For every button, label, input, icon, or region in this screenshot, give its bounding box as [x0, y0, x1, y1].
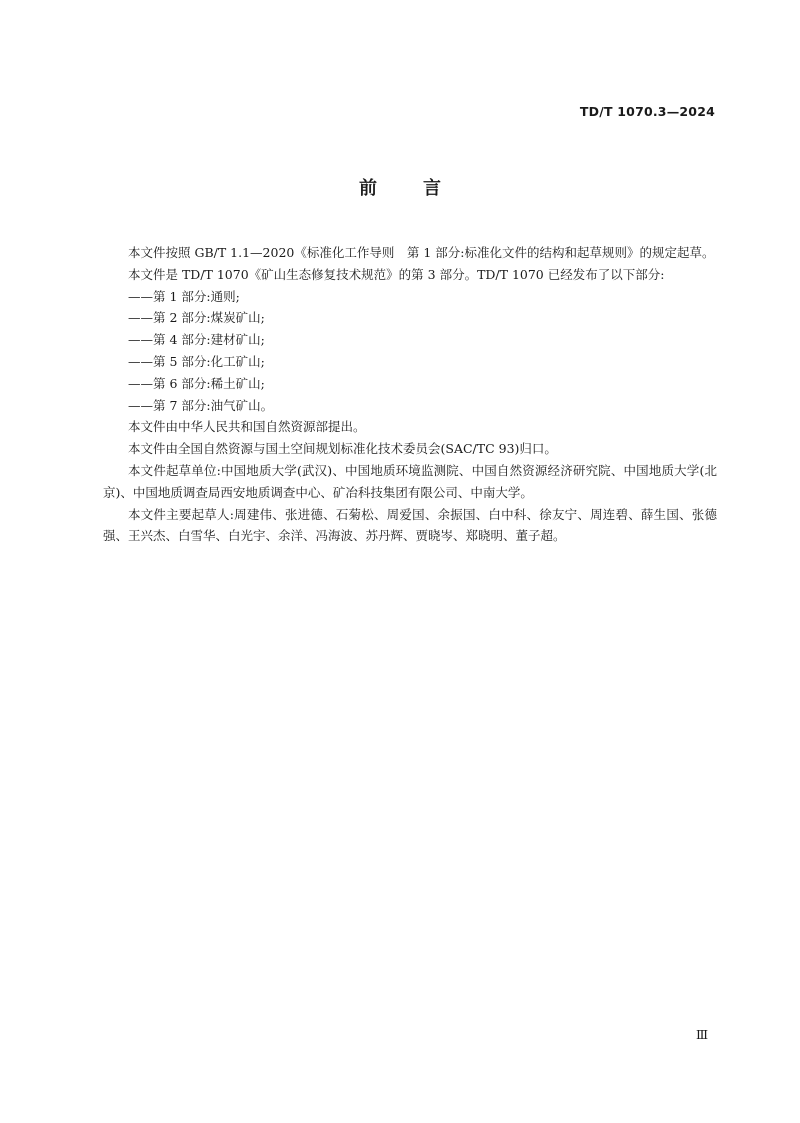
foreword-body: [103, 242, 717, 547]
list-item: ——第 5 部分:化工矿山;: [128, 353, 265, 369]
list-item: ——第 2 部分:煤炭矿山;: [128, 310, 265, 326]
paragraph-drafting-units: 本文件起草单位:中国地质大学(武汉)、中国地质环境监测院、中国自然资源经济研究院、中国地质大学(北京)、中国地质调查局西安地质调查中心、矿冶科技集团有限公司、中南大学。: [103, 462, 717, 500]
list-item: ——第 6 部分:稀土矿山;: [128, 375, 265, 391]
list-item: ——第 4 部分:建材矿山;: [128, 332, 265, 348]
paragraph-series-intro: 本文件是 TD/T 1070《矿山生态修复技术规范》的第 3 部分。TD/T 1070 已经发布了以下部分:: [128, 266, 665, 282]
paragraph-drafting-rules: 本文件按照 GB/T 1.1—2020《标准化工作导则 第 1 部分:标准化文件的结构和起草规则》的规定起草。: [128, 245, 715, 260]
paragraph-drafters: 本文件主要起草人:周建伟、张进德、石菊松、周爱国、余振国、白中科、徐友宁、周连碧、薛生国、张德强、王兴杰、白雪华、白光宇、余洋、冯海波、苏丹辉、贾晓岑、郑晓明、董子超。: [103, 506, 717, 544]
parts-list: [103, 286, 717, 417]
page-number: Ⅲ: [695, 1027, 708, 1042]
list-item: ——第 1 部分:通则;: [128, 288, 240, 304]
paragraph-proposer: 本文件由中华人民共和国自然资源部提出。: [128, 419, 366, 435]
page-title: 前言: [359, 178, 487, 199]
list-item: ——第 7 部分:油气矿山。: [128, 397, 274, 413]
paragraph-committee: 本文件由全国自然资源与国土空间规划标准化技术委员会(SAC/TC 93)归口。: [128, 441, 557, 457]
standard-number: TD/T 1070.3—2024: [579, 104, 715, 119]
